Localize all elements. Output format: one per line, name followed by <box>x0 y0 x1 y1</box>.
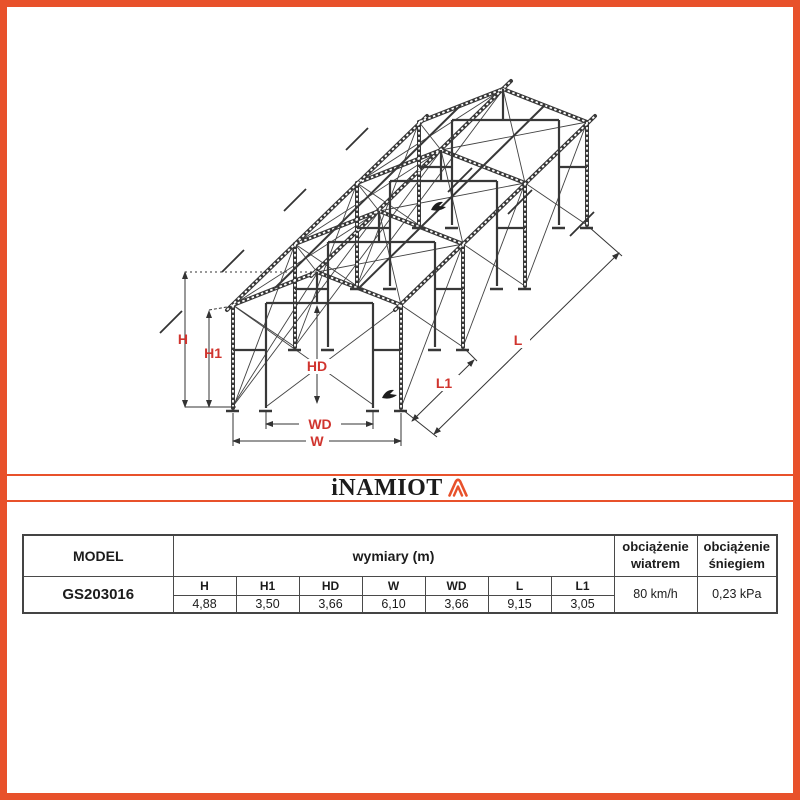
logo <box>0 474 800 502</box>
dim-header-l1: L1 <box>551 576 614 595</box>
dim-header-h: H <box>173 576 236 595</box>
dim-value-l1: 3,05 <box>551 595 614 613</box>
wind-value-cell: 80 km/h <box>614 576 697 613</box>
wind-header-cell: obciążenie wiatrem <box>614 535 697 576</box>
logo-text: iNAMIOT <box>331 475 443 501</box>
dim-header-h1: H1 <box>236 576 299 595</box>
dim-value-w: 6,10 <box>362 595 425 613</box>
dim-value-wd: 3,66 <box>425 595 488 613</box>
dim-header-hd: HD <box>299 576 362 595</box>
snow-value-cell: 0,23 kPa <box>697 576 777 613</box>
dim-header-l: L <box>488 576 551 595</box>
dim-value-h1: 3,50 <box>236 595 299 613</box>
dim-label-l1: L1 <box>435 375 453 391</box>
bracing-cables <box>233 89 587 408</box>
model-header-cell: MODEL <box>23 535 173 576</box>
dim-value-l: 9,15 <box>488 595 551 613</box>
dim-value-h: 4,88 <box>173 595 236 613</box>
truss-frames <box>227 81 595 408</box>
dimension-lines <box>185 227 622 446</box>
dim-label-wd: WD <box>308 416 332 432</box>
anchor-stubs <box>160 128 594 333</box>
door-frames <box>233 89 587 408</box>
dim-label-h1: H1 <box>204 345 222 361</box>
dim-label-w: W <box>310 433 324 449</box>
dimension-labels <box>178 331 523 449</box>
model-value-cell: GS203016 <box>23 576 173 613</box>
dim-header-wd: WD <box>425 576 488 595</box>
dim-value-hd: 3,66 <box>299 595 362 613</box>
wymiary-header-cell: wymiary (m) <box>173 535 614 576</box>
snow-header-cell: obciążenie śniegiem <box>697 535 777 576</box>
tent-icon <box>447 476 469 503</box>
dim-label-hd: HD <box>306 358 328 374</box>
dim-label-h: H <box>177 331 188 347</box>
dim-label-l: L <box>513 332 523 348</box>
dim-header-w: W <box>362 576 425 595</box>
spec-table <box>22 534 778 614</box>
